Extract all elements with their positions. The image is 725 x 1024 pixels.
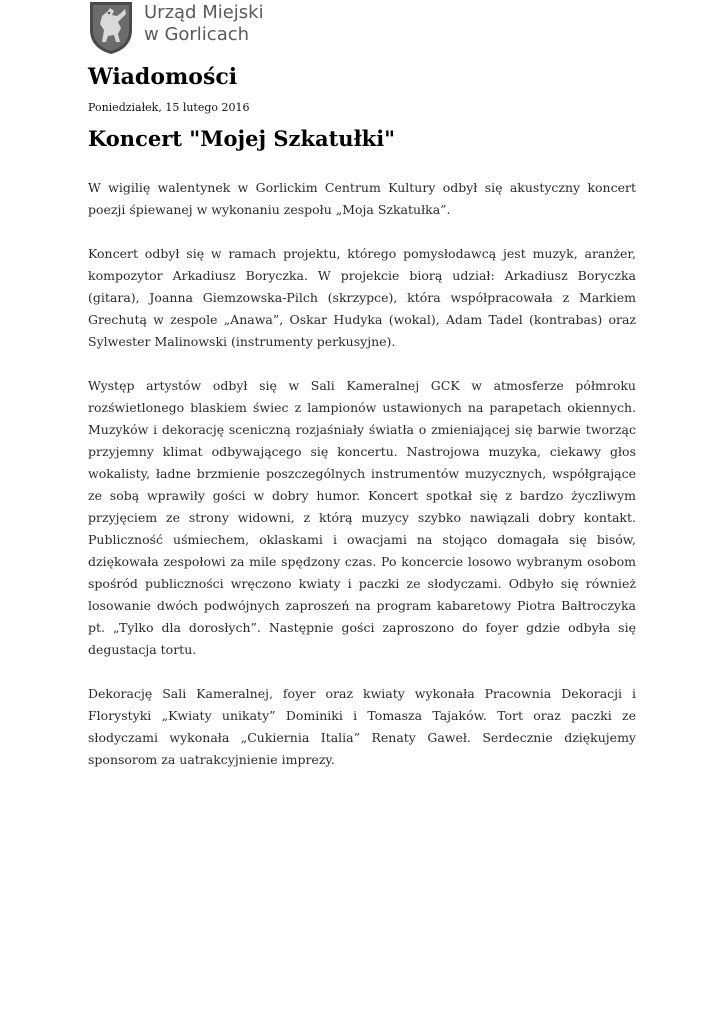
org-name-line1: Urząd Miejski [144,2,264,23]
section-title: Wiadomości [88,64,238,90]
site-header [88,0,264,56]
organization-name[interactable] [144,2,264,46]
article-date: Poniedziałek, 15 lutego 2016 [88,101,250,114]
article-paragraph: W wigilię walentynek w Gorlickim Centrum Kultury odbył się akustyczny koncert poezji śpiewanej w wykonaniu zespołu „Moja Szkatułka”. [88,180,636,217]
article-body [88,177,636,793]
org-name-line2: w Gorlicach [144,24,250,45]
coat-of-arms-icon[interactable] [88,0,134,55]
article-paragraph: Koncert odbył się w ramach projektu, którego pomysłodawcą jest muzyk, aranżer, kompozytor Arkadiusz Boryczka. W projekcie biorą udział: Arkadiusz Boryczka (gitara), Joanna Giemzowska-Pilch (skrzypce), która współpracowała z Markiem Grechutą w zespole „Anawa”, Oskar Hudyka (wokal), Adam Tadel (kontrabas) oraz Sylwester Malinowski (instrumenty perkusyjne). [88,246,636,349]
article-title: Koncert "Mojej Szkatułki" [88,126,396,151]
article-paragraph: Dekorację Sali Kameralnej, foyer oraz kwiaty wykonała Pracownia Dekoracji i Florystyki „Kwiaty unikaty” Dominiki i Tomasza Tajaków. Tort oraz paczki ze słodyczami wykonała „Cukiernia Italia” Renaty Gaweł. Serdecznie dziękujemy sponsorom za uatrakcyjnienie imprezy. [88,686,636,767]
article-paragraph: Występ artystów odbył się w Sali Kameralnej GCK w atmosferze półmroku rozświetlonego blaskiem świec z lampionów ustawionych na parapetach okiennych. Muzyków i dekorację sceniczną rozjaśniały światła o zmieniającej się barwie tworząc przyjemny klimat odbywającego się koncertu. Nastrojowa muzyka, ciekawy głos wokalisty, ładne brzmienie poszczególnych instrumentów muzycznych, współgrające ze sobą wprawiły gości w dobry humor. Koncert spotkał się z bardzo życzliwym przyjęciem ze strony widowni, z którą muzycy szybko nawiązali dobry kontakt. Publiczność uśmiechem, oklaskami i owacjami na stojąco domagała się bisów, dziękowała zespołowi za mile spędzony czas. Po koncercie losowo wybranym osobom spośród publiczności wręczono kwiaty i paczki ze słodyczami. Odbyło się również losowanie dwóch podwójnych zaproszeń na program kabaretowy Piotra Bałtroczyka pt. „Tylko dla dorosłych”. Następnie gości zaproszono do foyer gdzie odbyła się degustacja tortu. [88,378,636,657]
